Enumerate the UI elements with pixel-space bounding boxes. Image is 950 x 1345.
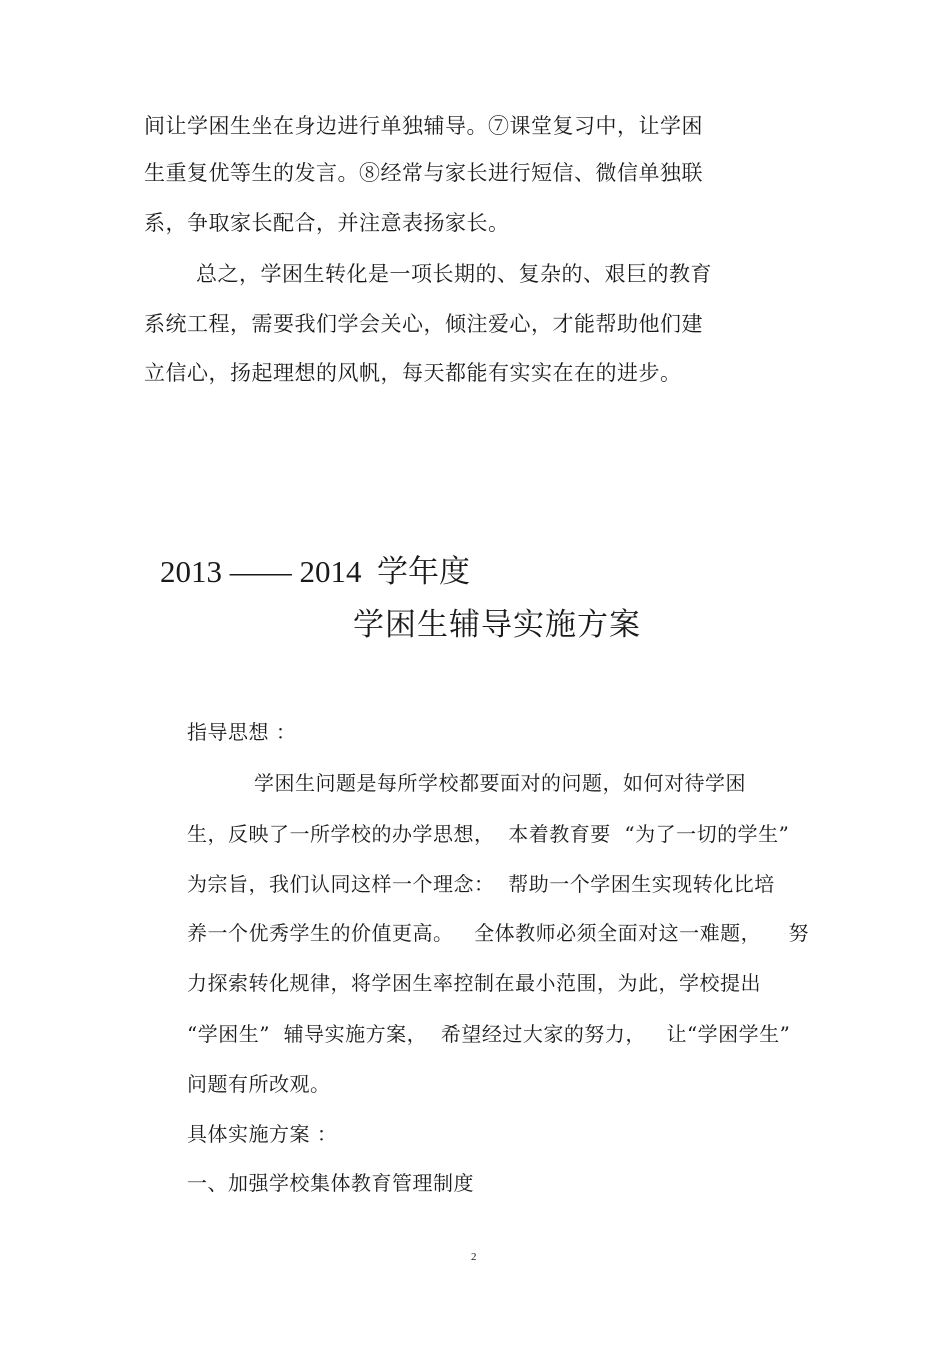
paragraph-line: 力探索转化规律，将学困生率控制在最小范围，为此，学校提出: [187, 971, 761, 995]
text-line: 间让学困生坐在身边进行单独辅导。⑦课堂复习中，让学困: [144, 114, 703, 138]
text-line: 系，争取家长配合，并注意表扬家长。: [144, 211, 510, 235]
text-line: 立信心，扬起理想的风帆，每天都能有实实在在的进步。: [144, 361, 682, 385]
page-number: 2: [471, 1251, 477, 1263]
paragraph-line: 养一个优秀学生的价值更高。 全体教师必须全面对这一难题， 努: [187, 921, 810, 945]
document-title-year: 2013 —— 2014 学年度: [160, 554, 470, 589]
text-line: 系统工程，需要我们学会关心，倾注爱心，才能帮助他们建: [144, 312, 703, 336]
guiding-heading: 指导思想 ：: [187, 720, 297, 744]
paragraph-line: 学困生问题是每所学校都要面对的问题，如何对待学困: [254, 771, 746, 795]
text-line: 生重复优等生的发言。⑧经常与家长进行短信、微信单独联: [144, 161, 703, 185]
paragraph-line: 生，反映了一所学校的办学思想， 本着教育要 “为了一切的学生”: [187, 822, 790, 846]
plan-heading: 具体实施方案 ：: [187, 1122, 338, 1146]
paragraph-line: “学困生” 辅导实施方案， 希望经过大家的努力， 让“学困学生”: [187, 1022, 791, 1046]
paragraph-line: 问题有所改观。: [187, 1072, 331, 1096]
document-title: 学困生辅导实施方案: [353, 607, 641, 643]
paragraph-line: 为宗旨，我们认同这样一个理念： 帮助一个学困生实现转化比培: [187, 872, 775, 896]
text-line: 总之，学困生转化是一项长期的、复杂的、艰巨的教育: [196, 262, 712, 286]
section-heading: 一、加强学校集体教育管理制度: [187, 1171, 474, 1195]
